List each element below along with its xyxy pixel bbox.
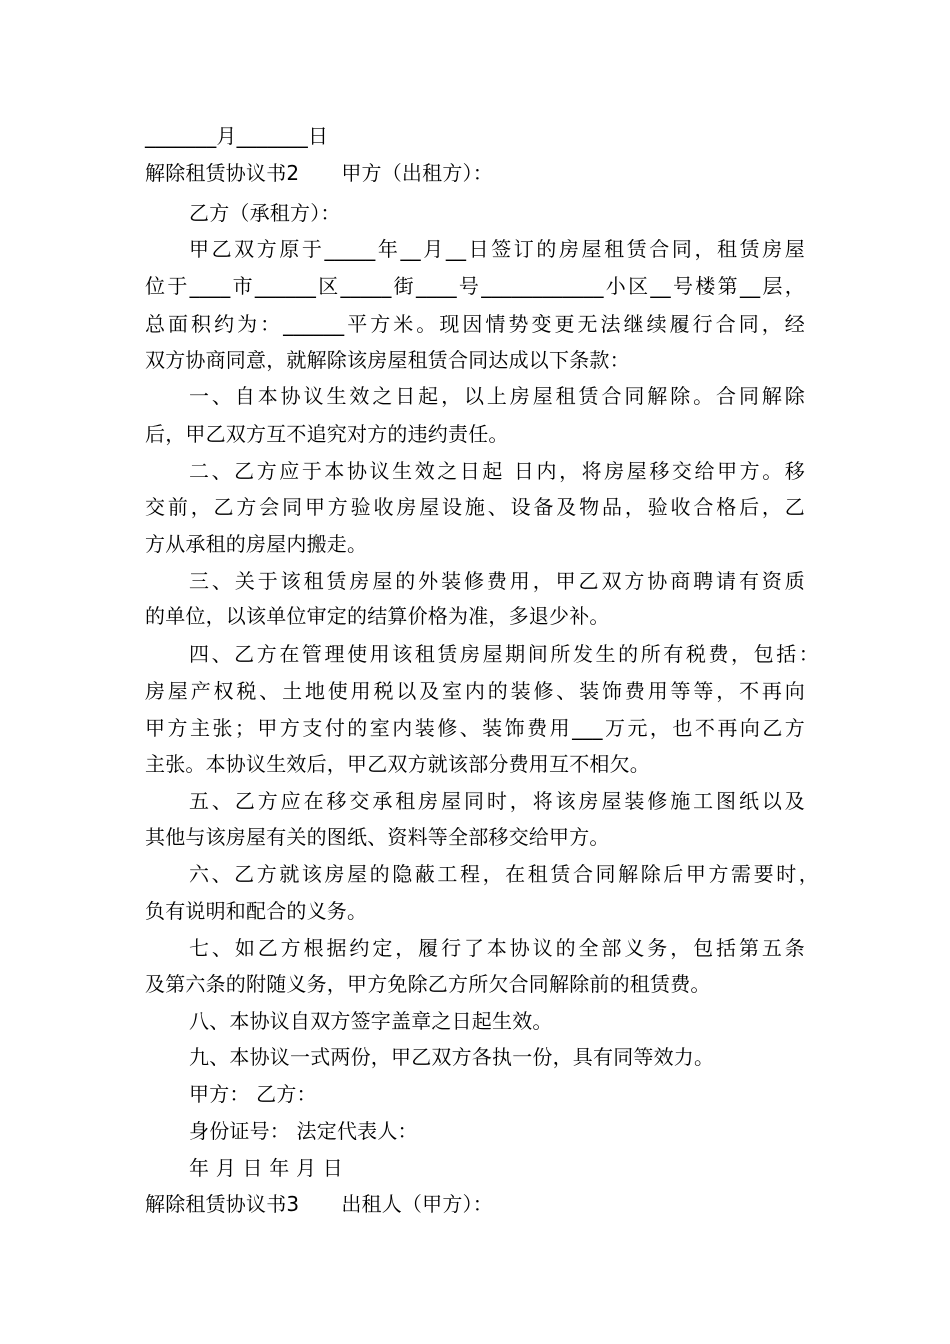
date-line: _______月_______日 xyxy=(145,124,329,148)
next-agreement-heading-line xyxy=(145,1192,493,1216)
agreement-title: 解除租赁协议书2 xyxy=(145,161,300,185)
paragraph-line: 总面积约为：______平方米。现因情势变更无法继续履行合同，经 xyxy=(145,312,805,336)
signature-id-line: 身份证号： 法定代表人： xyxy=(189,1119,418,1143)
clause-3: 三、关于该租赁房屋的外装修费用，甲乙双方协商聘请有资质 xyxy=(189,569,805,593)
paragraph-line: 负有说明和配合的义务。 xyxy=(145,899,368,923)
clause-6: 六、乙方就该房屋的隐蔽工程，在租赁合同解除后甲方需要时， xyxy=(189,862,819,886)
clause-2: 二、乙方应于本协议生效之日起 日内，将房屋移交给甲方。移 xyxy=(189,459,805,483)
paragraph-line: 甲方主张；甲方支付的室内装修、装饰费用___万元，也不再向乙方 xyxy=(145,716,805,740)
clause-4: 四、乙方在管理使用该租赁房屋期间所发生的所有税费，包括： xyxy=(189,642,819,666)
lessor-label: 出租人（甲方）： xyxy=(341,1192,493,1216)
paragraph-line: 双方协商同意，就解除该房屋租赁合同达成以下条款： xyxy=(145,348,630,372)
paragraph-line: 方从承租的房屋内搬走。 xyxy=(145,532,368,556)
clause-9: 九、本协议一式两份，甲乙双方各执一份，具有同等效力。 xyxy=(189,1045,715,1069)
clause-8: 八、本协议自双方签字盖章之日起生效。 xyxy=(189,1009,553,1033)
paragraph-line: 房屋产权税、土地使用税以及室内的装修、装饰费用等等，不再向 xyxy=(145,679,805,703)
paragraph-line: 甲乙双方原于_____年__月__日签订的房屋租赁合同，租赁房屋 xyxy=(189,237,805,261)
clause-5: 五、乙方应在移交承租房屋同时，将该房屋装修施工图纸以及 xyxy=(189,789,805,813)
party-b-label: 乙方（承租方）： xyxy=(189,201,341,225)
paragraph-line: 后，甲乙双方互不追究对方的违约责任。 xyxy=(145,422,509,446)
paragraph-line: 的单位，以该单位审定的结算价格为准，多退少补。 xyxy=(145,604,610,628)
signature-parties: 甲方： 乙方： xyxy=(189,1082,317,1106)
paragraph-line: 其他与该房屋有关的图纸、资料等全部移交给甲方。 xyxy=(145,825,610,849)
paragraph-line: 主张。本协议生效后，甲乙双方就该部分费用互不相欠。 xyxy=(145,752,650,776)
clause-1: 一、自本协议生效之日起，以上房屋租赁合同解除。合同解除 xyxy=(189,384,805,408)
paragraph-line: 交前，乙方会同甲方验收房屋设施、设备及物品，验收合格后，乙 xyxy=(145,495,805,519)
party-a-label: 甲方（出租方）： xyxy=(341,161,493,185)
paragraph-line: 位于____市______区_____街____号____________小区__号楼第__层， xyxy=(145,274,805,298)
agreement-heading-line xyxy=(145,161,493,185)
next-agreement-title: 解除租赁协议书3 xyxy=(145,1192,300,1216)
clause-7: 七、如乙方根据约定，履行了本协议的全部义务，包括第五条 xyxy=(189,936,805,960)
paragraph-line: 及第六条的附随义务，甲方免除乙方所欠合同解除前的租赁费。 xyxy=(145,972,711,996)
signature-date-line: 年 月 日 年 月 日 xyxy=(189,1156,343,1180)
